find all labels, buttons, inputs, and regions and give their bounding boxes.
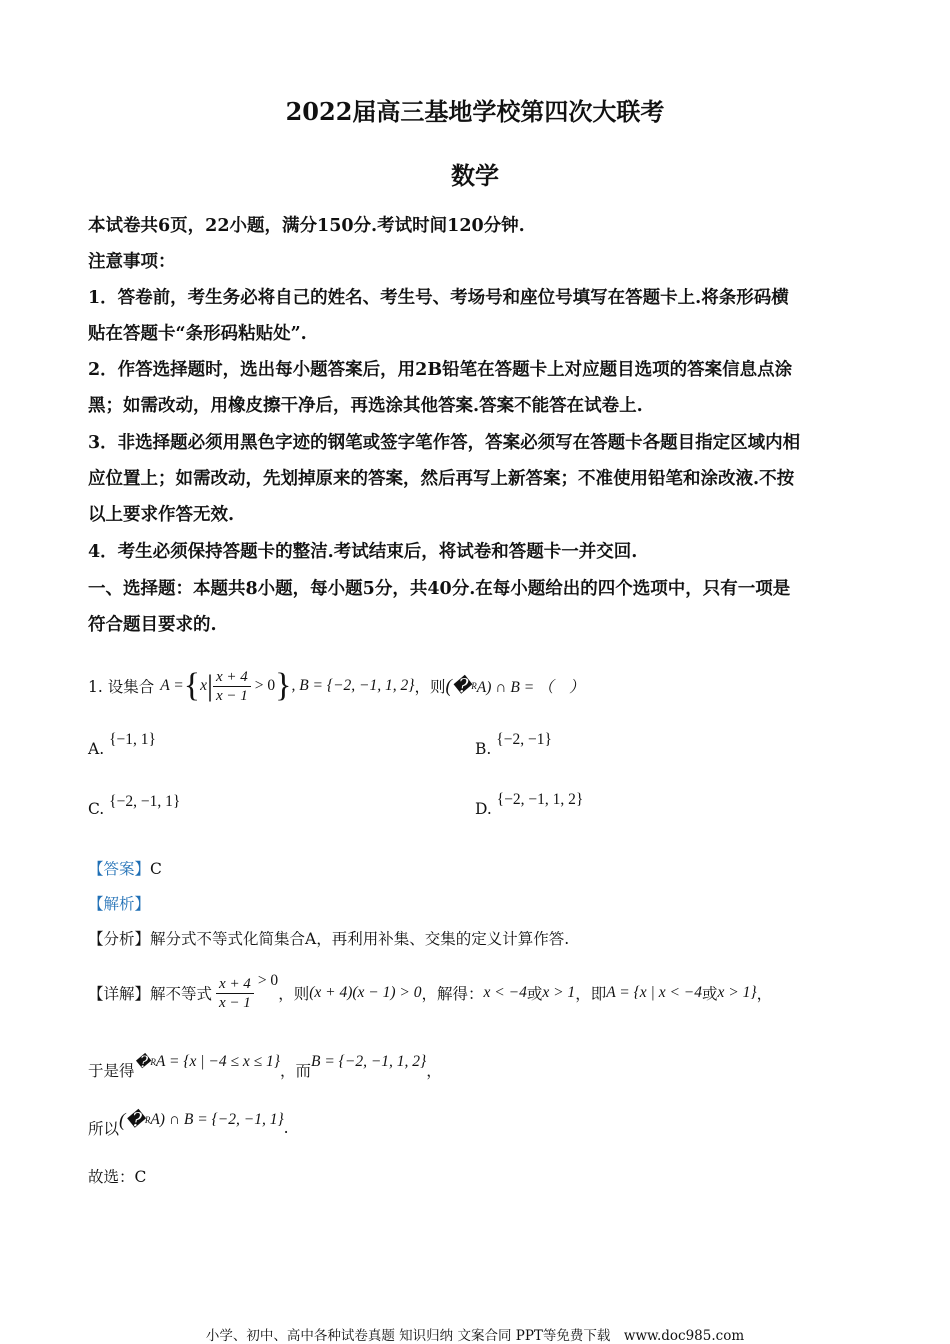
set-bar: | — [206, 669, 213, 702]
notice-item-1-line-2: 贴在答题卡“条形码粘贴处”. — [88, 324, 307, 344]
option-a-label: A. — [88, 740, 105, 758]
detail-fraction-denominator: x − 1 — [219, 994, 251, 1011]
notice-item-2-line-2: 黑；如需改动，用橡皮擦干净后，再选涂其他答案.答案不能答在试卷上. — [88, 396, 643, 416]
option-b-label: B. — [475, 740, 492, 758]
detail-line-2 — [88, 1044, 442, 1080]
line-2-end: ， — [426, 1062, 442, 1080]
exam-summary: 本试卷共6页，22小题，满分150分.考试时间120分钟. — [88, 216, 525, 236]
notice-item-1-line-1: 1．答卷前，考生务必将自己的姓名、考生号、考场号和座位号填写在答题卡上.将条形码横 — [88, 288, 789, 308]
subject-title: 数学 — [451, 161, 499, 190]
option-a — [88, 731, 156, 759]
fraction-denominator: x − 1 — [215, 687, 248, 704]
set-a-variable: x — [200, 677, 207, 694]
detail-text-2: ，则 — [278, 985, 310, 1003]
line-2-expr: A = {x | −4 ≤ x ≤ 1} — [155, 1053, 280, 1070]
set-a-lhs: A = — [160, 677, 184, 694]
answer-tag: 【答案】 — [88, 860, 151, 878]
left-brace: { — [183, 667, 201, 704]
analysis-tag: 【解析】 — [88, 895, 151, 913]
line-3-subscript: R — [144, 1115, 151, 1125]
fraction-numerator: x + 4 — [213, 668, 251, 687]
notice-item-3-line-2: 应位置上；如需改动，先划掉原来的答案，然后再写上新答案；不准使用铅笔和涂改液.不按 — [88, 469, 795, 489]
detail-or: 或 — [526, 985, 543, 1003]
complement-tail: A) ∩ B = （ ） — [476, 679, 585, 696]
option-d-label: D. — [475, 800, 492, 818]
notice-item-3-line-3: 以上要求作答无效. — [88, 505, 235, 525]
detail-fraction — [216, 975, 254, 1012]
line-2-set-b: B = {−2, −1, 1, 2} — [310, 1053, 427, 1070]
option-d — [475, 791, 584, 819]
line-3-end: . — [283, 1119, 289, 1137]
detail-expr-1: (x + 4)(x − 1) > 0 — [309, 984, 422, 1001]
line-3-expr-b: A) ∩ B = {−2, −1, 1} — [150, 1111, 284, 1128]
detail-line-1 — [88, 958, 772, 1028]
right-brace: } — [275, 667, 292, 704]
answer-line — [88, 857, 162, 879]
notice-item-2-line-1: 2．作答选择题时，选出每小题答案后，用2B铅笔在答题卡上对应题目选项的答案信息点涂 — [88, 360, 793, 380]
detail-text-4: ，即 — [575, 985, 607, 1003]
complement-subscript: R — [471, 681, 477, 691]
line-2-subscript: R — [150, 1057, 156, 1067]
answer-value: C — [150, 860, 162, 878]
detail-text-3: ，解得： — [421, 985, 484, 1003]
option-c-label: C. — [88, 800, 105, 818]
option-b — [475, 731, 552, 759]
question-1-stem — [88, 656, 585, 716]
set-b-definition: , B = {−2, −1, 1, 2} — [291, 677, 415, 694]
option-a-value: {−1, 1} — [109, 731, 156, 748]
line-3-prefix: 所以 — [88, 1120, 120, 1138]
section-heading-line-1: 一、选择题：本题共8小题，每小题5分，共40分.在每小题给出的四个选项中，只有一项是 — [88, 579, 791, 599]
option-c — [88, 793, 181, 819]
option-b-value: {−2, −1} — [496, 731, 552, 748]
detail-expr-3: x > 1 — [542, 984, 576, 1001]
notice-title: 注意事项： — [88, 252, 176, 272]
detail-comma: ， — [756, 985, 773, 1003]
notice-item-4-line-1: 4．考生必须保持答题卡的整洁.考试结束后，将试卷和答题卡一并交回. — [88, 542, 638, 562]
question-1-prefix: 1. 设集合 — [88, 678, 155, 696]
option-c-value: {−2, −1, 1} — [109, 793, 181, 810]
line-3-expr-a: (� — [119, 1109, 145, 1131]
fenxi-line — [88, 927, 569, 949]
detail-tag: 【详解】 — [88, 985, 151, 1003]
fenxi-text: 解分式不等式化简集合A，再利用补集、交集的定义计算作答. — [150, 930, 570, 948]
detail-or-2: 或 — [702, 985, 718, 1003]
option-d-value: {−2, −1, 1, 2} — [496, 791, 584, 808]
question-1-then: ，则 — [414, 678, 446, 696]
conclusion: 故选：C — [88, 1168, 147, 1186]
detail-gt-zero: > 0 — [257, 972, 279, 989]
detail-expr-5: x > 1} — [717, 984, 757, 1001]
exam-title: 2022届高三基地学校第四次大联考 — [285, 97, 665, 126]
notice-item-3-line-1: 3．非选择题必须用黑色字迹的钢笔或签字笔作答，答案必须写在答题卡各题目指定区域内相 — [88, 433, 801, 453]
section-heading-line-2: 符合题目要求的. — [88, 615, 217, 635]
line-2-complement: � — [134, 1053, 151, 1071]
line-2-mid: ，而 — [279, 1062, 311, 1080]
line-2-prefix: 于是得 — [88, 1062, 135, 1080]
detail-fraction-numerator: x + 4 — [216, 975, 254, 994]
set-a-condition: > 0 — [254, 677, 276, 694]
set-a-fraction — [213, 668, 251, 705]
detail-line-3 — [88, 1102, 289, 1138]
detail-text-1: 解不等式 — [150, 985, 213, 1003]
detail-expr-2: x < −4 — [483, 984, 527, 1001]
detail-expr-4: A = {x | x < −4 — [606, 984, 702, 1001]
fenxi-tag: 【分析】 — [88, 930, 151, 948]
complement-open: (� — [445, 675, 472, 697]
page-footer: 小学、初中、高中各种试卷真题 知识归纳 文案合同 PPT等免费下载 www.doc985.com — [205, 1328, 745, 1344]
